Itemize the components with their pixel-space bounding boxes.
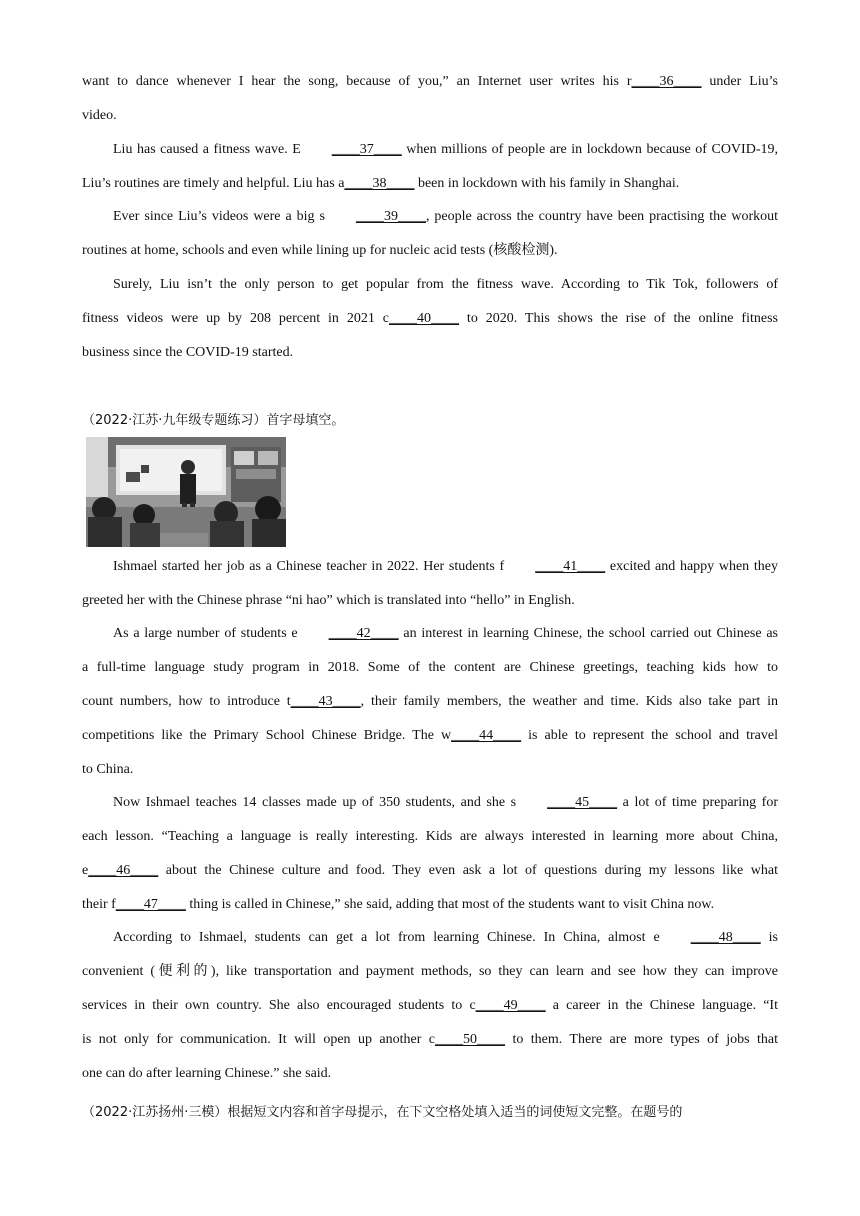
text: According to Ishmael, students can get a lot from learning Chinese. In China, almost e — [113, 930, 660, 945]
text: fitness videos were up by 208 percent in 2021 c — [82, 311, 389, 326]
blank-44[interactable]: ____44____ — [451, 728, 522, 743]
paragraph-8 — [82, 921, 778, 1091]
text: routines at home, schools and even while lining up for nucleic acid tests (核酸检测). — [82, 243, 558, 258]
text: each lesson. “Teaching a language is really interesting. Kids are always interested in learning more about China, — [82, 829, 778, 844]
text: Liu’s routines are timely and helpful. Liu has a — [82, 176, 345, 191]
paragraph-1 — [82, 65, 778, 133]
blank-42[interactable]: ____42____ — [328, 626, 399, 641]
text: competitions like the Primary School Chinese Bridge. The w — [82, 728, 452, 743]
blank-47[interactable]: ____47____ — [115, 897, 186, 912]
blank-41[interactable]: ____41____ — [535, 559, 606, 574]
blank-43[interactable]: ____43____ — [290, 694, 361, 709]
classroom-photo — [86, 437, 286, 547]
paragraph-5 — [82, 550, 778, 618]
text: is — [760, 930, 778, 945]
section-heading-3: （2022·江苏扬州·三模）根据短文内容和首字母提示，在下文空格处填入适当的词使短文完整。在题号的 — [82, 1105, 683, 1120]
text: under Liu’s — [701, 74, 778, 89]
text: is able to represent the school and travel — [521, 728, 778, 743]
text: one can do after learning Chinese.” she said. — [82, 1066, 332, 1081]
text: to 2020. This shows the rise of the online fitness — [459, 311, 778, 326]
text: greeted her with the Chinese phrase “ni hao” which is translated into “hello” in English. — [82, 593, 575, 608]
text: when millions of people are in lockdown because of COVID-19, — [401, 142, 778, 157]
text: convenient (便利的), like transportation and payment methods, so they can learn and see how they can improve — [82, 964, 778, 979]
text: their f — [82, 897, 116, 912]
text: , their family members, the weather and time. Kids also take part in — [360, 694, 778, 709]
text: services in their own country. She also encouraged students to c — [82, 998, 476, 1013]
paragraph-7 — [82, 786, 778, 922]
text: Ever since Liu’s videos were a big s — [113, 209, 325, 224]
text: about the Chinese culture and food. They even ask a lot of questions during my lessons like what — [158, 863, 778, 878]
blank-40[interactable]: ____40____ — [389, 311, 459, 326]
text: Now Ishmael teaches 14 classes made up of 350 students, and she s — [113, 795, 517, 810]
blank-38[interactable]: ____38____ — [344, 176, 415, 191]
blank-46[interactable]: ____46____ — [88, 863, 159, 878]
text: , people across the country have been practising the workout — [425, 209, 778, 224]
text: Liu has caused a fitness wave. E — [113, 142, 301, 157]
text: to them. There are more types of jobs that — [505, 1032, 778, 1047]
text: Ishmael started her job as a Chinese teacher in 2022. Her students f — [113, 559, 505, 574]
paragraph-6 — [82, 617, 778, 787]
text: an interest in learning Chinese, the school carried out Chinese as — [398, 626, 778, 641]
section-heading: （2022·江苏·九年级专题练习）首字母填空。 — [82, 413, 345, 428]
text: is not only for communication. It will open up another c — [82, 1032, 436, 1047]
text: excited and happy when they — [605, 559, 778, 574]
paragraph-4 — [82, 268, 778, 370]
text: a lot of time preparing for — [617, 795, 778, 810]
text: a full-time language study program in 2018. Some of the content are Chinese greetings, teaching kids how to — [82, 660, 778, 675]
blank-39[interactable]: ____39____ — [355, 209, 426, 224]
text: want to dance whenever I hear the song, because of you,” an Internet user writes his r — [82, 74, 632, 89]
text: a career in the Chinese language. “It — [545, 998, 778, 1013]
blank-48[interactable]: ____48____ — [690, 930, 761, 945]
text: count numbers, how to introduce t — [82, 694, 291, 709]
text: to China. — [82, 762, 134, 777]
text: Surely, Liu isn’t the only person to get popular from the fitness wave. According to Tik Tok, followers of — [113, 277, 778, 292]
text: thing is called in Chinese,” she said, adding that most of the students want to visit China now. — [185, 897, 715, 912]
paragraph-3 — [82, 200, 778, 268]
blank-37[interactable]: ____37____ — [331, 142, 402, 157]
text: As a large number of students e — [113, 626, 298, 641]
blank-49[interactable]: ____49____ — [475, 998, 546, 1013]
text: video. — [82, 108, 117, 123]
paragraph-2 — [82, 133, 778, 201]
text: business since the COVID-19 started. — [82, 345, 294, 360]
text: e — [82, 863, 89, 878]
blank-50[interactable]: ____50____ — [435, 1032, 506, 1047]
blank-36[interactable]: ____36____ — [631, 74, 702, 89]
blank-45[interactable]: ____45____ — [547, 795, 618, 810]
text: been in lockdown with his family in Shanghai. — [414, 176, 680, 191]
